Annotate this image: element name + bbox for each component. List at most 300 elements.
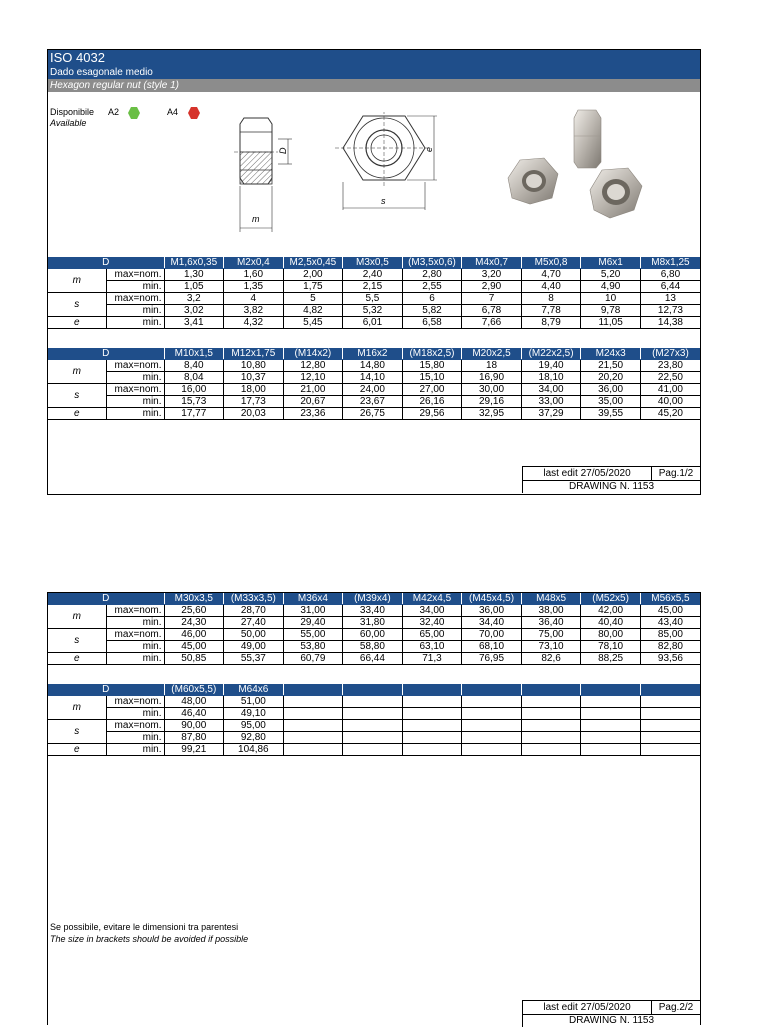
- min-label: min.: [106, 372, 164, 384]
- footer-title-block: [522, 1000, 700, 1027]
- table-cell: 18,10: [521, 372, 581, 384]
- table-cell: 4,82: [283, 305, 343, 317]
- table-cell: [343, 708, 403, 720]
- table-cell: 4: [224, 293, 284, 305]
- dimension-table-2: [48, 348, 700, 420]
- table-cell: 3,2: [164, 293, 224, 305]
- table-row: [48, 317, 700, 329]
- table-cell: 38,00: [521, 605, 581, 617]
- min-label: min.: [106, 641, 164, 653]
- min-label: min.: [106, 744, 164, 756]
- nut-side-view-drawing: [232, 112, 312, 236]
- size-cell: (M3,5x0,6): [402, 257, 462, 269]
- table-cell: 10: [581, 293, 641, 305]
- note-italian: Se possibile, evitare le dimensioni tra parentesi: [50, 922, 239, 932]
- table-row: [48, 305, 700, 317]
- table-cell: 104,86: [224, 744, 284, 756]
- table-cell: [640, 696, 700, 708]
- table-row: [48, 617, 700, 629]
- symbol-m: m: [48, 696, 106, 720]
- table-cell: 48,00: [164, 696, 224, 708]
- table-cell: 2,40: [343, 269, 403, 281]
- material-a2-label: A2: [108, 107, 120, 117]
- material-a4-label: A4: [167, 107, 179, 117]
- table-cell: 70,00: [462, 629, 522, 641]
- table-cell: 4,90: [581, 281, 641, 293]
- table-cell: 20,67: [283, 396, 343, 408]
- size-cell: [402, 684, 462, 696]
- table-cell: 36,00: [462, 605, 522, 617]
- table-cell: 34,00: [521, 384, 581, 396]
- subtitle-italian: Dado esagonale medio: [50, 67, 153, 78]
- symbol-s: s: [48, 293, 106, 317]
- max-nom-label: max=nom.: [106, 293, 164, 305]
- table-cell: [462, 744, 522, 756]
- table-cell: 15,10: [402, 372, 462, 384]
- last-edit-date: last edit 27/05/2020: [523, 1001, 652, 1014]
- size-cell: M16x2: [343, 348, 403, 360]
- table-cell: [283, 708, 343, 720]
- size-cell: M56x5,5: [640, 593, 700, 605]
- table-cell: 40,00: [640, 396, 700, 408]
- table-cell: 14,38: [640, 317, 700, 329]
- table-cell: [343, 732, 403, 744]
- table-header-row: [48, 348, 700, 360]
- table-cell: 58,80: [343, 641, 403, 653]
- size-cell: (M22x2,5): [521, 348, 581, 360]
- dimension-m-label: m: [252, 214, 260, 224]
- table-row: [48, 605, 700, 617]
- size-cell: M3x0,5: [343, 257, 403, 269]
- table-cell: [581, 720, 641, 732]
- table-cell: 93,56: [640, 653, 700, 665]
- table-row: [48, 653, 700, 665]
- table-cell: 15,73: [164, 396, 224, 408]
- max-nom-label: max=nom.: [106, 605, 164, 617]
- table-cell: 32,95: [462, 408, 522, 420]
- table-row: [48, 384, 700, 396]
- min-label: min.: [106, 396, 164, 408]
- min-label: min.: [106, 732, 164, 744]
- table-row: [48, 732, 700, 744]
- last-edit-date: last edit 27/05/2020: [523, 467, 652, 480]
- size-cell: M24x3: [581, 348, 641, 360]
- table-cell: 28,70: [224, 605, 284, 617]
- table-row: [48, 708, 700, 720]
- table-cell: 80,00: [581, 629, 641, 641]
- table-cell: 17,77: [164, 408, 224, 420]
- size-cell: M30x3,5: [164, 593, 224, 605]
- table-cell: 2,15: [343, 281, 403, 293]
- table-cell: [402, 732, 462, 744]
- symbol-e: e: [48, 744, 106, 756]
- table-cell: 13: [640, 293, 700, 305]
- table-cell: 49,10: [224, 708, 284, 720]
- table-cell: [640, 744, 700, 756]
- table-row: [48, 641, 700, 653]
- table-cell: 10,37: [224, 372, 284, 384]
- size-cell: M1,6x0,35: [164, 257, 224, 269]
- table-cell: 1,75: [283, 281, 343, 293]
- size-cell: M10x1,5: [164, 348, 224, 360]
- symbol-m: m: [48, 360, 106, 384]
- table-cell: 66,44: [343, 653, 403, 665]
- table-cell: 18,00: [224, 384, 284, 396]
- table-header-row: [48, 257, 700, 269]
- table-cell: [343, 720, 403, 732]
- max-nom-label: max=nom.: [106, 384, 164, 396]
- table-cell: 25,60: [164, 605, 224, 617]
- table-cell: 18: [462, 360, 522, 372]
- table-cell: 7: [462, 293, 522, 305]
- table-cell: 36,40: [521, 617, 581, 629]
- table-row: [48, 372, 700, 384]
- table-cell: 49,00: [224, 641, 284, 653]
- table-cell: [462, 708, 522, 720]
- table-cell: 12,80: [283, 360, 343, 372]
- table-cell: 4,70: [521, 269, 581, 281]
- table-cell: [283, 696, 343, 708]
- size-cell: M20x2,5: [462, 348, 522, 360]
- table-cell: 43,40: [640, 617, 700, 629]
- sheet-page-1: [47, 49, 701, 495]
- table-cell: 6,78: [462, 305, 522, 317]
- table-cell: 16,00: [164, 384, 224, 396]
- table-cell: 16,90: [462, 372, 522, 384]
- table-cell: 5,20: [581, 269, 641, 281]
- table-cell: 26,16: [402, 396, 462, 408]
- table-cell: 88,25: [581, 653, 641, 665]
- size-cell: [343, 684, 403, 696]
- table-cell: [640, 720, 700, 732]
- nut-front-view-drawing: [331, 112, 441, 216]
- table-cell: 73,10: [521, 641, 581, 653]
- table-cell: 1,30: [164, 269, 224, 281]
- table-row: [48, 696, 700, 708]
- table-row: [48, 720, 700, 732]
- dimension-table-3: [48, 593, 700, 665]
- table-cell: 8,79: [521, 317, 581, 329]
- table-cell: [581, 744, 641, 756]
- table-cell: [343, 696, 403, 708]
- table-cell: 2,80: [402, 269, 462, 281]
- table-cell: 29,40: [283, 617, 343, 629]
- table-cell: 24,00: [343, 384, 403, 396]
- nominal-size-label: D: [48, 593, 164, 605]
- size-cell: M4x0,7: [462, 257, 522, 269]
- table-cell: [581, 708, 641, 720]
- table-cell: 10,80: [224, 360, 284, 372]
- table-cell: [283, 720, 343, 732]
- table-cell: 29,16: [462, 396, 522, 408]
- table-cell: 32,40: [402, 617, 462, 629]
- table-cell: [402, 744, 462, 756]
- dimension-s-label: s: [381, 196, 386, 206]
- table-cell: 2,55: [402, 281, 462, 293]
- symbol-s: s: [48, 384, 106, 408]
- table-cell: 20,03: [224, 408, 284, 420]
- size-cell: (M52x5): [581, 593, 641, 605]
- min-label: min.: [106, 617, 164, 629]
- table-cell: 90,00: [164, 720, 224, 732]
- table-cell: 12,10: [283, 372, 343, 384]
- table-cell: 2,00: [283, 269, 343, 281]
- table-row: [48, 744, 700, 756]
- availability-label-it: Disponibile: [50, 107, 95, 117]
- subtitle-english: Hexagon regular nut (style 1): [48, 79, 700, 92]
- table-cell: 5,32: [343, 305, 403, 317]
- table-cell: 3,20: [462, 269, 522, 281]
- table-cell: 6,80: [640, 269, 700, 281]
- table-cell: 17,73: [224, 396, 284, 408]
- max-nom-label: max=nom.: [106, 629, 164, 641]
- min-label: min.: [106, 708, 164, 720]
- table-cell: [581, 732, 641, 744]
- table-cell: 23,67: [343, 396, 403, 408]
- table-cell: 29,56: [402, 408, 462, 420]
- table-cell: 2,90: [462, 281, 522, 293]
- table-cell: 1,35: [224, 281, 284, 293]
- table-cell: 71,3: [402, 653, 462, 665]
- size-cell: M5x0,8: [521, 257, 581, 269]
- availability-label-en: Available: [50, 118, 87, 128]
- dimension-table-4: [48, 684, 700, 756]
- table-cell: 11,05: [581, 317, 641, 329]
- drawing-number: DRAWING N. 1153: [522, 480, 700, 493]
- table-cell: [521, 708, 581, 720]
- table-cell: 39,55: [581, 408, 641, 420]
- table-cell: 31,00: [283, 605, 343, 617]
- size-cell: M2,5x0,45: [283, 257, 343, 269]
- table-cell: 15,80: [402, 360, 462, 372]
- table-cell: 99,21: [164, 744, 224, 756]
- table-row: [48, 629, 700, 641]
- table-cell: 12,73: [640, 305, 700, 317]
- table-row: [48, 281, 700, 293]
- table-cell: 37,29: [521, 408, 581, 420]
- table-cell: 22,50: [640, 372, 700, 384]
- table-cell: 60,79: [283, 653, 343, 665]
- table-cell: [521, 720, 581, 732]
- table-cell: [343, 744, 403, 756]
- table-cell: 14,10: [343, 372, 403, 384]
- table-cell: 31,80: [343, 617, 403, 629]
- table-cell: 3,82: [224, 305, 284, 317]
- table-cell: 42,00: [581, 605, 641, 617]
- size-cell: (M45x4,5): [462, 593, 522, 605]
- table-cell: 46,40: [164, 708, 224, 720]
- table-cell: [462, 696, 522, 708]
- min-label: min.: [106, 281, 164, 293]
- size-cell: (M39x4): [343, 593, 403, 605]
- size-cell: M36x4: [283, 593, 343, 605]
- table-cell: 78,10: [581, 641, 641, 653]
- table-cell: [521, 744, 581, 756]
- table-cell: 5,82: [402, 305, 462, 317]
- table-cell: 23,80: [640, 360, 700, 372]
- min-label: min.: [106, 305, 164, 317]
- table-cell: 82,80: [640, 641, 700, 653]
- table-cell: 1,60: [224, 269, 284, 281]
- table-row: [48, 408, 700, 420]
- table-cell: 5,45: [283, 317, 343, 329]
- table-cell: 6,01: [343, 317, 403, 329]
- table-cell: 75,00: [521, 629, 581, 641]
- table-cell: 60,00: [343, 629, 403, 641]
- table-cell: 87,80: [164, 732, 224, 744]
- size-cell: [283, 684, 343, 696]
- stainless-nuts-photo: [498, 106, 658, 230]
- table-cell: 45,20: [640, 408, 700, 420]
- table-cell: 21,00: [283, 384, 343, 396]
- table-cell: 55,00: [283, 629, 343, 641]
- max-nom-label: max=nom.: [106, 720, 164, 732]
- table-cell: 21,50: [581, 360, 641, 372]
- table-cell: 14,80: [343, 360, 403, 372]
- table-cell: [581, 696, 641, 708]
- table-header-row: [48, 593, 700, 605]
- table-cell: 4,32: [224, 317, 284, 329]
- standard-title: ISO 4032: [50, 50, 105, 65]
- table-cell: 30,00: [462, 384, 522, 396]
- table-cell: 7,66: [462, 317, 522, 329]
- page-number: Pag.2/2: [658, 1002, 694, 1013]
- size-cell: [462, 684, 522, 696]
- table-cell: 27,40: [224, 617, 284, 629]
- max-nom-label: max=nom.: [106, 696, 164, 708]
- nominal-size-label: D: [48, 257, 164, 269]
- table-cell: [283, 744, 343, 756]
- table-cell: 8: [521, 293, 581, 305]
- min-label: min.: [106, 408, 164, 420]
- table-cell: 8,40: [164, 360, 224, 372]
- size-cell: [581, 684, 641, 696]
- table-cell: 19,40: [521, 360, 581, 372]
- nominal-size-label: D: [48, 684, 164, 696]
- table-cell: 27,00: [402, 384, 462, 396]
- sheet-page-2: [47, 592, 701, 1025]
- size-cell: (M18x2,5): [402, 348, 462, 360]
- table-cell: 34,00: [402, 605, 462, 617]
- table-cell: 7,78: [521, 305, 581, 317]
- min-label: min.: [106, 317, 164, 329]
- table-cell: 55,37: [224, 653, 284, 665]
- symbol-m: m: [48, 605, 106, 629]
- table-cell: [462, 732, 522, 744]
- table-cell: 33,40: [343, 605, 403, 617]
- table-cell: 23,36: [283, 408, 343, 420]
- table-cell: [640, 732, 700, 744]
- table-cell: 68,10: [462, 641, 522, 653]
- table-cell: 50,85: [164, 653, 224, 665]
- availability-label: [50, 107, 94, 129]
- table-cell: 53,80: [283, 641, 343, 653]
- size-cell: (M14x2): [283, 348, 343, 360]
- table-cell: 45,00: [640, 605, 700, 617]
- table-cell: 9,78: [581, 305, 641, 317]
- table-cell: 6: [402, 293, 462, 305]
- table-cell: [402, 708, 462, 720]
- table-cell: 5: [283, 293, 343, 305]
- table-cell: 36,00: [581, 384, 641, 396]
- table-cell: 20,20: [581, 372, 641, 384]
- table-cell: 40,40: [581, 617, 641, 629]
- red-hexagon-icon: [188, 107, 200, 119]
- table-cell: 45,00: [164, 641, 224, 653]
- table-cell: 46,00: [164, 629, 224, 641]
- size-cell: M2x0,4: [224, 257, 284, 269]
- green-hexagon-icon: [128, 107, 140, 119]
- max-nom-label: max=nom.: [106, 269, 164, 281]
- size-cell: (M27x3): [640, 348, 700, 360]
- table-cell: 76,95: [462, 653, 522, 665]
- table-cell: 95,00: [224, 720, 284, 732]
- note-english: The size in brackets should be avoided if possible: [50, 934, 249, 944]
- size-cell: M48x5: [521, 593, 581, 605]
- size-cell: [521, 684, 581, 696]
- table-cell: 4,40: [521, 281, 581, 293]
- table-row: [48, 269, 700, 281]
- table-cell: 50,00: [224, 629, 284, 641]
- table-cell: 5,5: [343, 293, 403, 305]
- size-cell: M12x1,75: [224, 348, 284, 360]
- max-nom-label: max=nom.: [106, 360, 164, 372]
- table-cell: 63,10: [402, 641, 462, 653]
- table-row: [48, 293, 700, 305]
- dimension-d-label: D: [278, 147, 288, 154]
- min-label: min.: [106, 653, 164, 665]
- dimension-e-label: e: [424, 146, 434, 152]
- symbol-e: e: [48, 408, 106, 420]
- size-cell: M64x6: [224, 684, 284, 696]
- table-cell: 92,80: [224, 732, 284, 744]
- table-cell: 33,00: [521, 396, 581, 408]
- table-cell: 6,44: [640, 281, 700, 293]
- page-number: Pag.1/2: [658, 468, 694, 479]
- size-cell: [640, 684, 700, 696]
- size-cell: M8x1,25: [640, 257, 700, 269]
- table-cell: [521, 732, 581, 744]
- table-row: [48, 360, 700, 372]
- table-cell: 3,02: [164, 305, 224, 317]
- drawing-number: DRAWING N. 1153: [522, 1014, 700, 1027]
- table-cell: 6,58: [402, 317, 462, 329]
- size-cell: (M60x5,5): [164, 684, 224, 696]
- table-cell: 8,04: [164, 372, 224, 384]
- table-cell: 34,40: [462, 617, 522, 629]
- table-cell: 24,30: [164, 617, 224, 629]
- table-cell: [402, 720, 462, 732]
- footer-title-block: [522, 466, 700, 493]
- table-cell: 82,6: [521, 653, 581, 665]
- table-cell: [462, 720, 522, 732]
- table-cell: [521, 696, 581, 708]
- table-header-row: [48, 684, 700, 696]
- nominal-size-label: D: [48, 348, 164, 360]
- symbol-e: e: [48, 317, 106, 329]
- table-cell: 65,00: [402, 629, 462, 641]
- table-cell: 85,00: [640, 629, 700, 641]
- dimension-table-1: [48, 257, 700, 329]
- table-cell: 3,41: [164, 317, 224, 329]
- table-cell: [402, 696, 462, 708]
- size-cell: M6x1: [581, 257, 641, 269]
- bracket-size-note: [50, 921, 248, 945]
- size-cell: (M33x3,5): [224, 593, 284, 605]
- size-cell: M42x4,5: [402, 593, 462, 605]
- symbol-s: s: [48, 629, 106, 653]
- title-band: [48, 50, 700, 79]
